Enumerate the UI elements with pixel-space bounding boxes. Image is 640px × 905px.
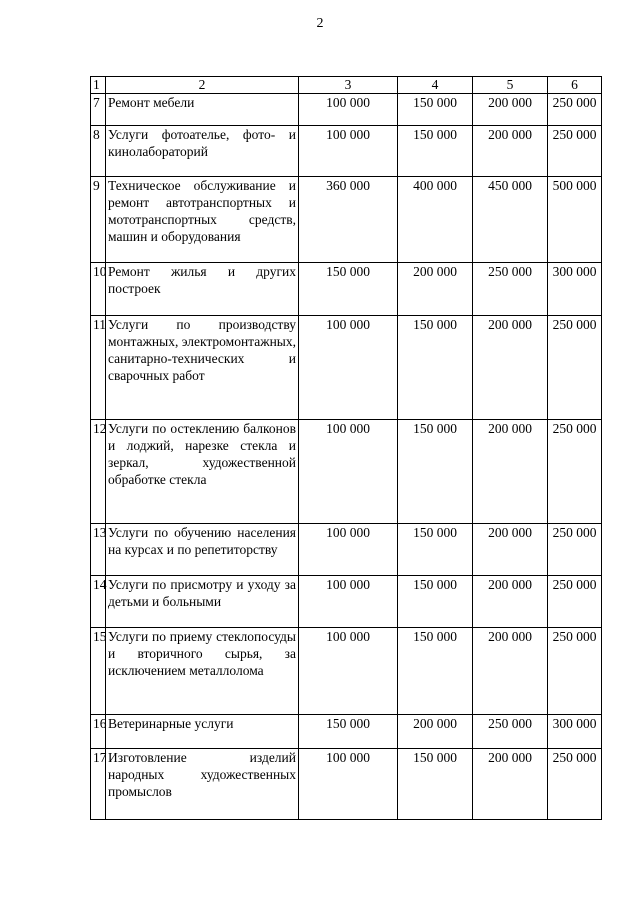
service-name: Услуги по обучению населения на курсах и по репетиторству (106, 524, 299, 576)
value-col-4: 150 000 (398, 94, 473, 126)
row-number: 13 (91, 524, 106, 576)
value-col-4: 150 000 (398, 749, 473, 820)
value-col-6: 250 000 (548, 316, 602, 420)
value-col-4: 150 000 (398, 420, 473, 524)
value-col-6: 500 000 (548, 177, 602, 263)
value-col-4: 150 000 (398, 126, 473, 177)
value-col-3: 100 000 (299, 420, 398, 524)
service-name: Ремонт жилья и других построек (106, 263, 299, 316)
value-col-5: 200 000 (473, 524, 548, 576)
value-col-3: 100 000 (299, 126, 398, 177)
row-number: 10 (91, 263, 106, 316)
value-col-5: 200 000 (473, 749, 548, 820)
row-number: 14 (91, 576, 106, 628)
value-col-5: 200 000 (473, 316, 548, 420)
table-row (91, 715, 602, 749)
value-col-5: 250 000 (473, 263, 548, 316)
value-col-6: 300 000 (548, 715, 602, 749)
header-col-1: 1 (91, 77, 106, 94)
service-name: Услуги по приему стеклопосуды и вторичного сырья, за исключением металлолома (106, 628, 299, 715)
value-col-4: 200 000 (398, 715, 473, 749)
service-name: Услуги фотоателье, фото- и кинолабораторий (106, 126, 299, 177)
table-row (91, 126, 602, 177)
row-number: 9 (91, 177, 106, 263)
row-number: 7 (91, 94, 106, 126)
value-col-6: 300 000 (548, 263, 602, 316)
value-col-4: 150 000 (398, 316, 473, 420)
value-col-3: 100 000 (299, 524, 398, 576)
value-col-6: 250 000 (548, 628, 602, 715)
table-row (91, 628, 602, 715)
value-col-3: 100 000 (299, 749, 398, 820)
value-col-6: 250 000 (548, 126, 602, 177)
value-col-6: 250 000 (548, 749, 602, 820)
value-col-6: 250 000 (548, 94, 602, 126)
row-number: 17 (91, 749, 106, 820)
value-col-5: 200 000 (473, 420, 548, 524)
value-col-5: 250 000 (473, 715, 548, 749)
row-number: 11 (91, 316, 106, 420)
value-col-6: 250 000 (548, 420, 602, 524)
value-col-5: 200 000 (473, 628, 548, 715)
value-col-6: 250 000 (548, 524, 602, 576)
value-col-3: 100 000 (299, 94, 398, 126)
value-col-4: 200 000 (398, 263, 473, 316)
table-header-row (91, 77, 602, 94)
value-col-5: 200 000 (473, 94, 548, 126)
value-col-4: 400 000 (398, 177, 473, 263)
service-name: Ветеринарные услуги (106, 715, 299, 749)
table-row (91, 576, 602, 628)
value-col-3: 150 000 (299, 715, 398, 749)
value-col-6: 250 000 (548, 576, 602, 628)
page-number: 2 (316, 16, 324, 31)
value-col-5: 200 000 (473, 576, 548, 628)
row-number: 12 (91, 420, 106, 524)
header-col-6: 6 (548, 77, 602, 94)
value-col-4: 150 000 (398, 576, 473, 628)
service-name: Изготовление изделий народных художественных промыслов (106, 749, 299, 820)
value-col-4: 150 000 (398, 524, 473, 576)
value-col-5: 450 000 (473, 177, 548, 263)
services-table (90, 76, 602, 820)
table-row (91, 177, 602, 263)
row-number: 16 (91, 715, 106, 749)
service-name: Услуги по присмотру и уходу за детьми и больными (106, 576, 299, 628)
table-row (91, 316, 602, 420)
header-col-5: 5 (473, 77, 548, 94)
value-col-3: 100 000 (299, 316, 398, 420)
table-row (91, 420, 602, 524)
value-col-5: 200 000 (473, 126, 548, 177)
table-row (91, 749, 602, 820)
service-name: Услуги по производству монтажных, электромонтажных, санитарно-технических и сварочных работ (106, 316, 299, 420)
value-col-3: 150 000 (299, 263, 398, 316)
value-col-3: 100 000 (299, 628, 398, 715)
row-number: 8 (91, 126, 106, 177)
header-col-3: 3 (299, 77, 398, 94)
header-col-2: 2 (106, 77, 299, 94)
row-number: 15 (91, 628, 106, 715)
service-name: Услуги по остеклению балконов и лоджий, нарезке стекла и зеркал, художественной обработке стекла (106, 420, 299, 524)
table-row (91, 524, 602, 576)
value-col-4: 150 000 (398, 628, 473, 715)
table-row (91, 263, 602, 316)
service-name: Техническое обслуживание и ремонт автотранспортных и мототранспортных средств, машин и оборудования (106, 177, 299, 263)
value-col-3: 100 000 (299, 576, 398, 628)
value-col-3: 360 000 (299, 177, 398, 263)
header-col-4: 4 (398, 77, 473, 94)
table-row (91, 94, 602, 126)
service-name: Ремонт мебели (106, 94, 299, 126)
